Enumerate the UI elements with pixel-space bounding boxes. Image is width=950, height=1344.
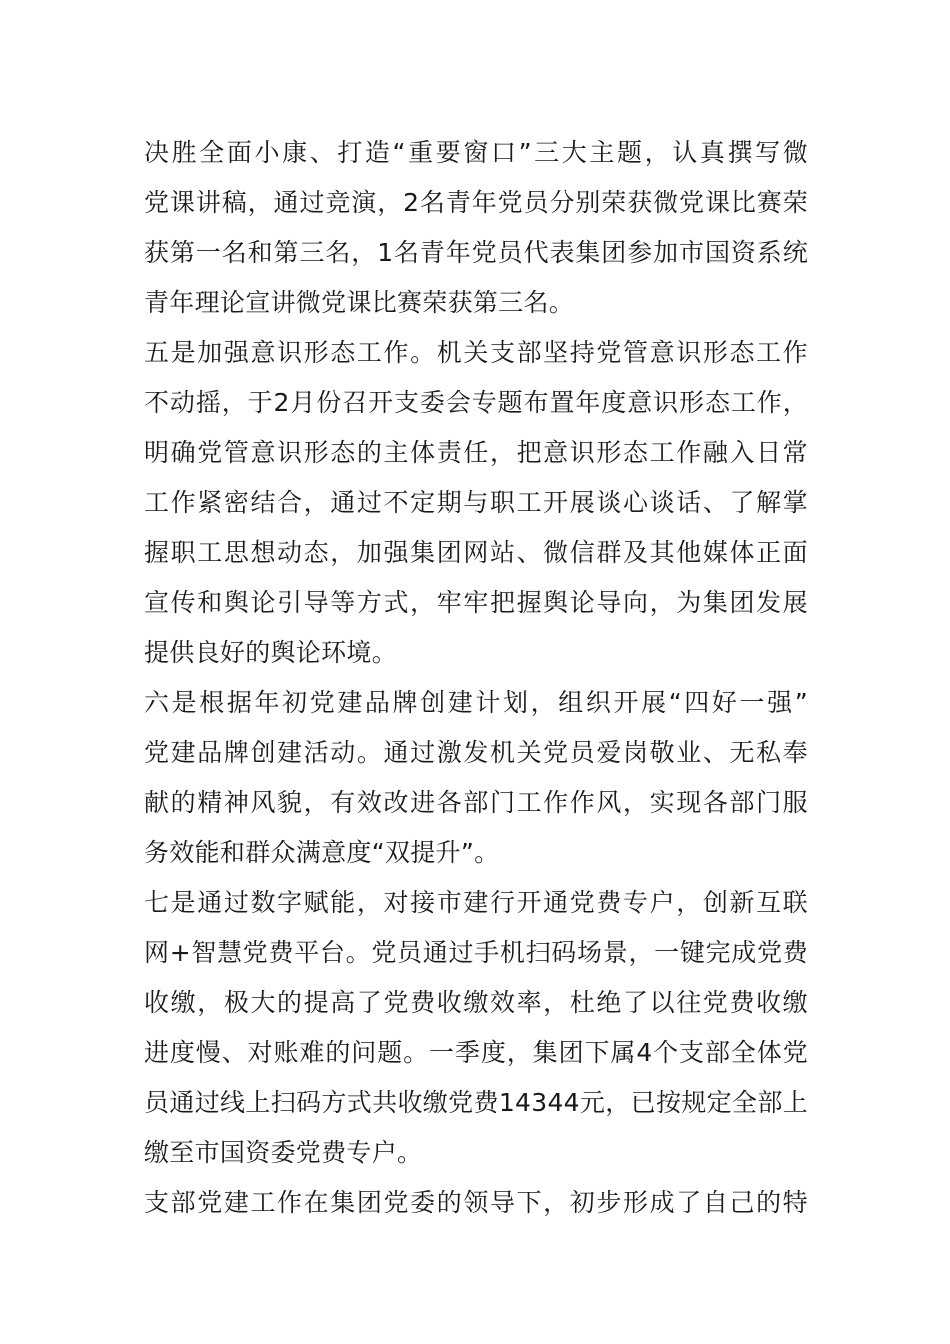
text-line: 决胜全面小康、打造“重要窗口”三大主题，认真撰写微 [144, 138, 808, 167]
text-line: 收缴，极大的提高了党费收缴效率，杜绝了以往党费收缴 [144, 988, 808, 1017]
paragraph-continuation [144, 128, 808, 328]
text-line: 提供良好的舆论环境。 [144, 638, 398, 667]
text-line: 宣传和舆论引导等方式，牢牢把握舆论导向，为集团发展 [144, 588, 808, 617]
text-line: 青年理论宣讲微党课比赛荣获第三名。 [144, 288, 575, 317]
text-line: 握职工思想动态，加强集团网站、微信群及其他媒体正面 [144, 538, 808, 567]
text-line: 献的精神风貌，有效改进各部门工作作风，实现各部门服 [144, 788, 808, 817]
text-line: 员通过线上扫码方式共收缴党费14344元，已按规定全部上 [144, 1088, 808, 1117]
text-line: 党建品牌创建活动。通过激发机关党员爱岗敬业、无私奉 [144, 738, 808, 767]
paragraph-brand-building [144, 678, 808, 878]
paragraph-ideology-work [144, 328, 808, 678]
text-line: 缴至市国资委党费专户。 [144, 1138, 423, 1167]
text-line: 网+智慧党费平台。党员通过手机扫码场景，一键完成党费 [144, 938, 808, 967]
text-line: 明确党管意识形态的主体责任，把意识形态工作融入日常 [144, 438, 808, 467]
paragraph-digital-dues [144, 878, 808, 1178]
text-line: 不动摇，于2月份召开支委会专题布置年度意识形态工作， [144, 388, 808, 417]
text-line: 工作紧密结合，通过不定期与职工开展谈心谈话、了解掌 [144, 488, 808, 517]
paragraph-summary [144, 1178, 808, 1228]
text-line: 七是通过数字赋能，对接市建行开通党费专户，创新互联 [144, 888, 808, 917]
text-line: 五是加强意识形态工作。机关支部坚持党管意识形态工作 [144, 338, 808, 367]
text-line: 进度慢、对账难的问题。一季度，集团下属4个支部全体党 [144, 1038, 808, 1067]
text-line: 党课讲稿，通过竞演，2名青年党员分别荣获微党课比赛荣 [144, 188, 808, 217]
text-line: 支部党建工作在集团党委的领导下，初步形成了自己的特 [144, 1188, 808, 1217]
text-line: 获第一名和第三名，1名青年党员代表集团参加市国资系统 [144, 238, 808, 267]
document-body [144, 128, 808, 1228]
text-line: 务效能和群众满意度“双提升”。 [144, 838, 500, 867]
text-line: 六是根据年初党建品牌创建计划，组织开展“四好一强” [144, 688, 808, 717]
